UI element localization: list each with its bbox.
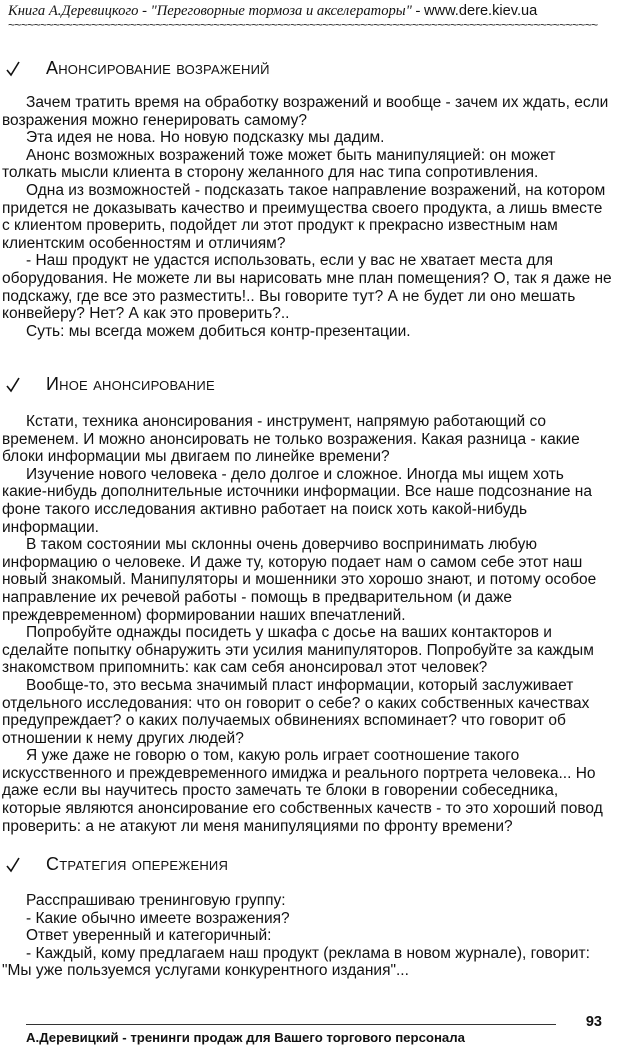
- paragraph: - Каждый, кому предлагаем наш продукт (реклама в новом журнале), говорит:: [26, 944, 590, 962]
- section-title: Анонсирование возражений: [46, 58, 270, 78]
- site-url: www.dere.kiev.ua: [423, 3, 538, 19]
- section-body: [2, 413, 612, 835]
- paragraph: Анонс возможных возражений тоже может быть манипуляцией: он может толкать мысли клиента в сторону желанного для нас типа сопротивления.: [2, 146, 556, 182]
- section-title: Стратегия опережения: [46, 854, 229, 874]
- paragraph: - Какие обычно имеете возражения?: [26, 909, 290, 927]
- paragraph: Кстати, техника анонсирования - инструмент, напрямую работающий со временем. И можно анонсировать не только возражения. Какая разница - какие блоки информации мы двигаем по линейке времени?: [2, 413, 580, 466]
- page-number: 93: [585, 1014, 602, 1030]
- paragraph: "Мы уже пользуемся услугами конкурентного издания"...: [2, 962, 409, 980]
- checkmark-icon: [6, 377, 20, 393]
- section-heading: [6, 852, 229, 878]
- paragraph: Вообще-то, это весьма значимый пласт информации, который заслуживает отдельного исследования: что он говорит о себе? о каких собственных качествах предупреждает? о каких получаемых обвинениях вспоминает? что говорит об отношении к нему других людей?: [2, 676, 590, 747]
- paragraph: Расспрашиваю тренинговую группу:: [26, 892, 286, 909]
- paragraph: Попробуйте однажды посидеть у шкафа с досье на ваших контакторов и сделайте попытку обнаружить эти усилия манипуляторов. Попробуйте за каждым знакомством припомнить: как сам себя анонсировал этот человек?: [2, 624, 594, 677]
- checkmark-icon: [6, 857, 20, 873]
- section-heading: [6, 56, 270, 82]
- footer-text: А.Деревицкий - тренинги продаж для Вашего торгового персонала: [26, 1030, 465, 1045]
- checkmark-icon: [6, 61, 20, 77]
- paragraph: Ответ уверенный и категоричный:: [26, 927, 272, 945]
- paragraph: Суть: мы всегда можем добиться контр-презентации.: [26, 322, 411, 340]
- paragraph: Эта идея не нова. Но новую подсказку мы дадим.: [26, 129, 385, 147]
- section-heading: [6, 372, 215, 398]
- paragraph: Зачем тратить время на обработку возражений и вообще - зачем их ждать, если возражения можно генерировать самому?: [2, 94, 609, 129]
- header-rule: ~~~~~~~~~~~~~~~~~~~~~~~~~~~~~~~~~~~~~~~~~~~~~~~~~~~~~~~~~~~~~~~~~~~~~~~~~~~~~~~~~~~~~~~~~~~~: [8, 18, 598, 32]
- paragraph: Одна из возможностей - подсказать такое направление возражений, на котором придется не доказывать качество и преимущества своего продукта, а лишь вместе с клиентом проверить, подойдет ли этот продукт к прекрасно известным нам клиентским особенностям и отличиям?: [2, 181, 606, 252]
- section-title: Иное анонсирование: [46, 374, 215, 394]
- paragraph: - Наш продукт не удастся использовать, если у вас не хватает места для оборудования. Не можете ли вы нарисовать мне план помещения? О, так я даже не подскажу, где все это разместить!.. Вы говорите тут? А не будет ли оно мешать конвейеру? Нет? А как это проверить?..: [2, 252, 612, 323]
- paragraph: Изучение нового человека - дело долгое и сложное. Иногда мы ищем хоть какие-нибудь дополнительные источники информации. Все наше подсознание на фоне такого исследования активно работает на поиск хоть какой-нибудь информации.: [2, 465, 592, 536]
- paragraph: В таком состоянии мы склонны очень доверчиво воспринимать любую информацию о человеке. И даже ту, которую подает нам о самом себе этот наш новый знакомый. Манипуляторы и мошенники это хорошо знают, и потому особое направление их речевой работы - помощь в предварительном (и даже преждевременном) формировании наших впечатлений.: [2, 536, 597, 624]
- paragraph: Я уже даже не говорю о том, какую роль играет соотношение такого искусственного и преждевременного имиджа и реального портрета человека... Но даже если вы научитесь просто замечать те блоки в говорении собеседника, которые являются анонсирование его собственных качеств - то это хороший повод проверить: а не атакуют ли меня манипуляциями по фронту времени?: [2, 747, 603, 835]
- section-body: [2, 94, 612, 340]
- book-title: Книга А.Деревицкого - "Переговорные тормоза и акселераторы" -: [8, 3, 424, 19]
- footer-rule: [26, 1024, 556, 1025]
- section-body: [2, 892, 612, 980]
